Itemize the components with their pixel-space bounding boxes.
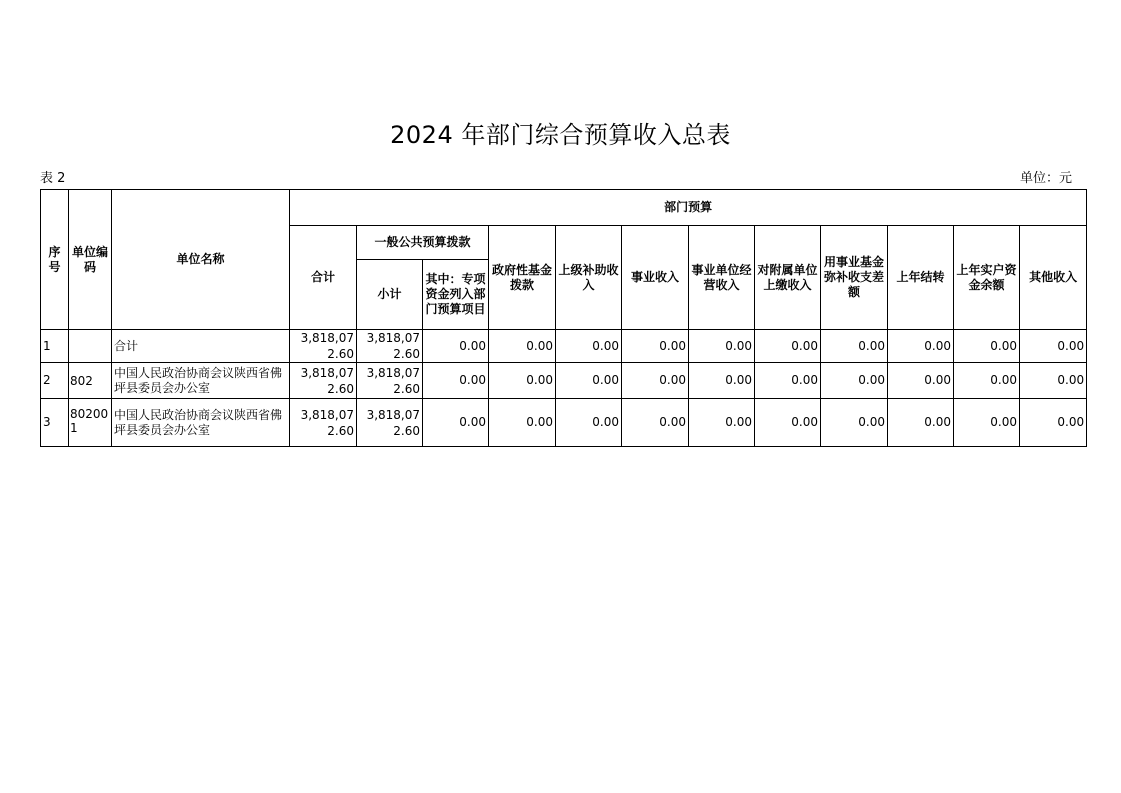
- cell-other-income: 0.00: [1020, 330, 1087, 363]
- table-row: [41, 399, 1087, 447]
- cell-total: 3,818,072.60: [290, 399, 357, 447]
- header-prior-year-balance: 上年实户资金余额: [954, 226, 1020, 330]
- cell-business-income: 0.00: [622, 363, 689, 399]
- cell-prior-year-balance: 0.00: [954, 330, 1020, 363]
- cell-unit-name: 合计: [112, 330, 290, 363]
- cell-superior-subsidy: 0.00: [556, 330, 622, 363]
- cell-gov-fund: 0.00: [489, 330, 556, 363]
- cell-gov-fund: 0.00: [489, 399, 556, 447]
- header-other-income: 其他收入: [1020, 226, 1087, 330]
- cell-unit-code: 802001: [69, 399, 112, 447]
- cell-total: 3,818,072.60: [290, 330, 357, 363]
- table-row: [41, 363, 1087, 399]
- cell-superior-subsidy: 0.00: [556, 399, 622, 447]
- cell-subtotal: 3,818,072.60: [357, 330, 423, 363]
- cell-prior-year-carry: 0.00: [888, 399, 954, 447]
- header-special-funds: 其中：专项资金列入部门预算项目: [423, 260, 489, 330]
- cell-seq: 3: [41, 399, 69, 447]
- cell-seq: 1: [41, 330, 69, 363]
- header-business-fund-gap: 用事业基金弥补收支差额: [821, 226, 888, 330]
- cell-business-operation: 0.00: [689, 363, 755, 399]
- table-row: [41, 330, 1087, 363]
- cell-subtotal: 3,818,072.60: [357, 399, 423, 447]
- cell-prior-year-carry: 0.00: [888, 363, 954, 399]
- cell-prior-year-balance: 0.00: [954, 399, 1020, 447]
- cell-gov-fund: 0.00: [489, 363, 556, 399]
- header-gov-fund: 政府性基金拨款: [489, 226, 556, 330]
- cell-unit-name: 中国人民政治协商会议陕西省佛坪县委员会办公室: [112, 363, 290, 399]
- cell-subordinate-remit: 0.00: [755, 330, 821, 363]
- header-business-income: 事业收入: [622, 226, 689, 330]
- cell-total: 3,818,072.60: [290, 363, 357, 399]
- cell-special-funds: 0.00: [423, 363, 489, 399]
- cell-business-operation: 0.00: [689, 399, 755, 447]
- cell-business-operation: 0.00: [689, 330, 755, 363]
- cell-business-income: 0.00: [622, 330, 689, 363]
- cell-other-income: 0.00: [1020, 363, 1087, 399]
- header-dept-budget: 部门预算: [290, 190, 1087, 226]
- header-business-operation: 事业单位经营收入: [689, 226, 755, 330]
- cell-business-fund-gap: 0.00: [821, 399, 888, 447]
- cell-subtotal: 3,818,072.60: [357, 363, 423, 399]
- header-unit-name: 单位名称: [112, 190, 290, 330]
- budget-revenue-table: [40, 189, 1087, 447]
- unit-label: 单位：元: [1019, 171, 1072, 186]
- header-general-public: 一般公共预算拨款: [357, 226, 489, 260]
- cell-subordinate-remit: 0.00: [755, 363, 821, 399]
- header-subordinate-remit: 对附属单位上缴收入: [755, 226, 821, 330]
- header-total: 合计: [290, 226, 357, 330]
- cell-seq: 2: [41, 363, 69, 399]
- cell-special-funds: 0.00: [423, 399, 489, 447]
- table-number: 表 2: [40, 171, 66, 186]
- cell-prior-year-carry: 0.00: [888, 330, 954, 363]
- header-unit-code: 单位编码: [69, 190, 112, 330]
- cell-unit-code: 802: [69, 363, 112, 399]
- cell-subordinate-remit: 0.00: [755, 399, 821, 447]
- header-superior-subsidy: 上级补助收入: [556, 226, 622, 330]
- cell-other-income: 0.00: [1020, 399, 1087, 447]
- cell-unit-code: [69, 330, 112, 363]
- cell-business-income: 0.00: [622, 399, 689, 447]
- cell-unit-name: 中国人民政治协商会议陕西省佛坪县委员会办公室: [112, 399, 290, 447]
- header-subtotal: 小计: [357, 260, 423, 330]
- cell-superior-subsidy: 0.00: [556, 363, 622, 399]
- cell-special-funds: 0.00: [423, 330, 489, 363]
- header-seq: 序号: [41, 190, 69, 330]
- cell-business-fund-gap: 0.00: [821, 363, 888, 399]
- cell-business-fund-gap: 0.00: [821, 330, 888, 363]
- header-prior-year-carry: 上年结转: [888, 226, 954, 330]
- report-title: 2024 年部门综合预算收入总表: [390, 121, 731, 149]
- cell-prior-year-balance: 0.00: [954, 363, 1020, 399]
